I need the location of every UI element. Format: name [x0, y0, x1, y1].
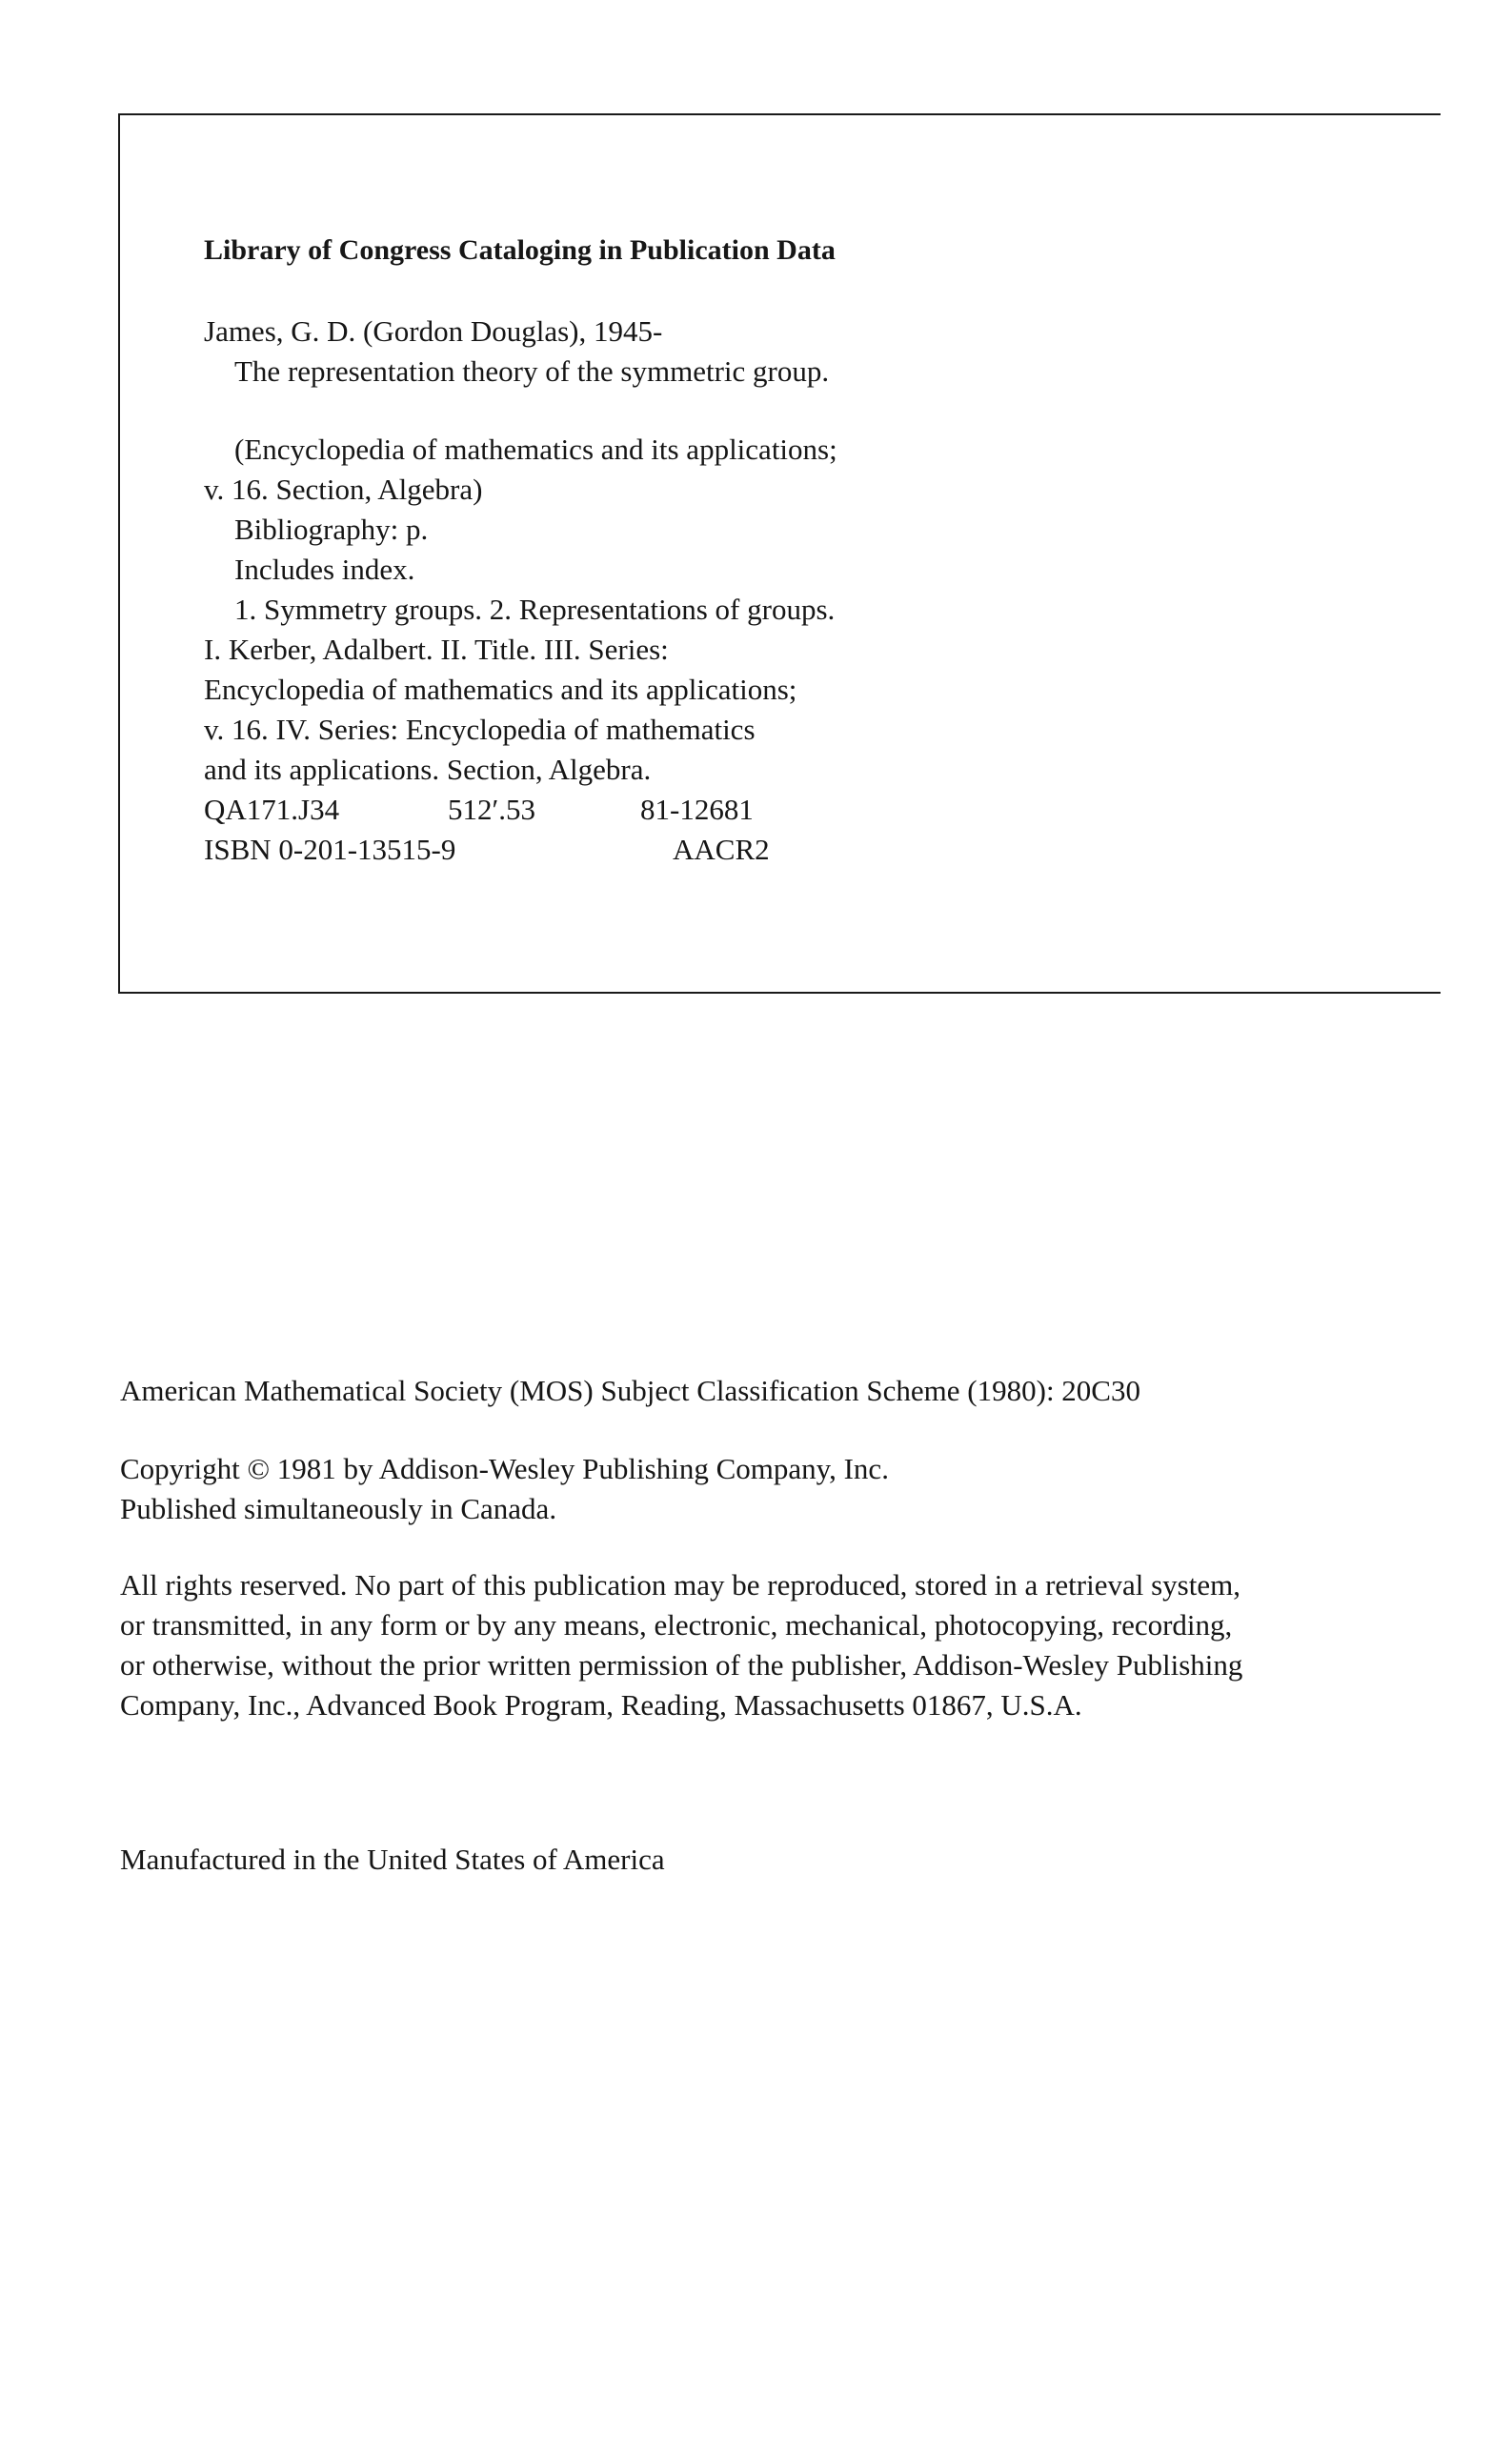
rights-line-3: or otherwise, without the prior written permission of the publisher, Addison-Wesley Publishing	[120, 1648, 1243, 1682]
cip-added-entries-4: and its applications. Section, Algebra.	[204, 753, 652, 786]
cip-bibliography: Bibliography: p.	[234, 513, 429, 546]
cip-call-number: QA171.J34	[204, 793, 340, 826]
cip-subjects: 1. Symmetry groups. 2. Representations of groups.	[234, 593, 836, 626]
rights-line-4: Company, Inc., Advanced Book Program, Reading, Massachusetts 01867, U.S.A.	[120, 1688, 1082, 1722]
cip-series-note-2: v. 16. Section, Algebra)	[204, 473, 483, 506]
cip-added-entries-2: Encyclopedia of mathematics and its applications;	[204, 673, 797, 706]
rights-line-2: or transmitted, in any form or by any means, electronic, mechanical, photocopying, recording,	[120, 1608, 1233, 1642]
cip-series-note-1: (Encyclopedia of mathematics and its applications;	[234, 433, 837, 466]
cip-heading: Library of Congress Cataloging in Publication Data	[204, 234, 836, 266]
cip-lccn: 81-12681	[640, 793, 754, 826]
classification-line: American Mathematical Society (MOS) Subject Classification Scheme (1980): 20C30	[120, 1374, 1140, 1407]
cip-title: The representation theory of the symmetric group.	[234, 354, 830, 388]
copyright-line: Copyright © 1981 by Addison-Wesley Publishing Company, Inc.	[120, 1452, 889, 1485]
cip-index: Includes index.	[234, 553, 415, 586]
published-canada-line: Published simultaneously in Canada.	[120, 1492, 557, 1525]
manufactured-line: Manufactured in the United States of America	[120, 1843, 665, 1876]
cip-added-entries-3: v. 16. IV. Series: Encyclopedia of mathematics	[204, 713, 756, 746]
cip-added-entries-1: I. Kerber, Adalbert. II. Title. III. Series:	[204, 633, 669, 666]
cip-author: James, G. D. (Gordon Douglas), 1945-	[204, 314, 663, 348]
cip-dewey-number: 512′.53	[448, 793, 536, 826]
rights-line-1: All rights reserved. No part of this publication may be reproduced, stored in a retrieval system,	[120, 1568, 1240, 1602]
cip-cataloging-rules: AACR2	[673, 833, 770, 866]
cip-isbn: ISBN 0-201-13515-9	[204, 833, 456, 866]
